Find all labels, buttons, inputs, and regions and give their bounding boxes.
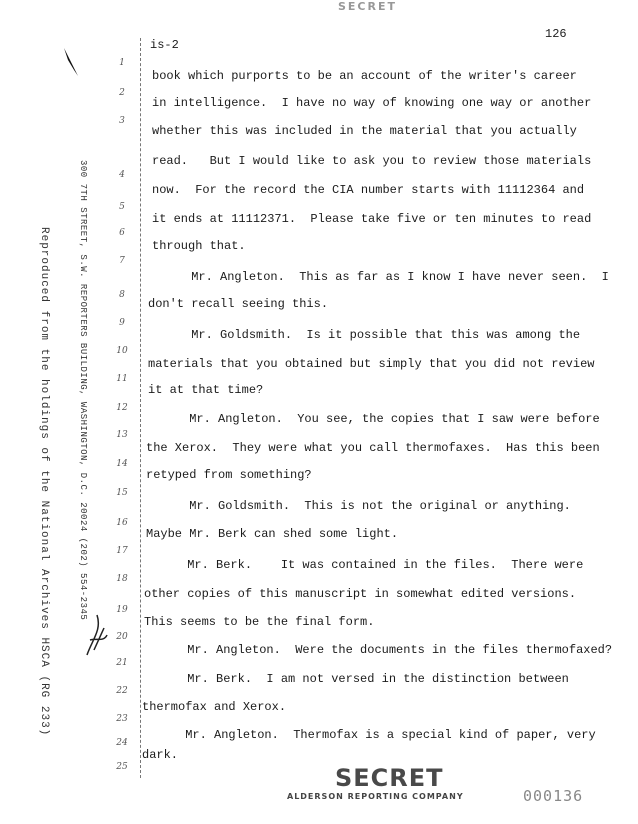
- line-number: 12: [116, 403, 128, 413]
- line-number: 20: [116, 632, 128, 642]
- margin-rule: [140, 38, 141, 778]
- line-number: 19: [116, 605, 128, 615]
- line-number: 23: [116, 714, 128, 724]
- transcript-line: Mr. Goldsmith. Is it possible that this was among the: [148, 328, 581, 342]
- transcript-line: Mr. Angleton. This as far as I know I have never seen. I: [148, 270, 609, 284]
- transcript-line: Mr. Angleton. You see, the copies that I saw were before: [146, 412, 600, 426]
- transcript-line: Mr. Berk. I am not versed in the distinction between: [144, 672, 569, 686]
- line-number: 13: [116, 430, 128, 440]
- line-number: 18: [116, 574, 128, 584]
- transcript-line: Mr. Angleton. Thermofax is a special kind of paper, very: [142, 728, 596, 742]
- transcript-line: thermofax and Xerox.: [142, 700, 287, 714]
- line-number: 7: [119, 256, 125, 266]
- page-number: 126: [545, 27, 567, 41]
- handwritten-initials-icon: [82, 610, 112, 660]
- transcript-line: whether this was included in the material that you actually: [152, 124, 577, 138]
- line-number: 8: [119, 290, 125, 300]
- transcript-line: in intelligence. I have no way of knowing one way or another: [152, 96, 592, 110]
- line-number: 4: [119, 170, 125, 180]
- transcript-line: don't recall seeing this.: [148, 297, 329, 311]
- transcript-line: Mr. Berk. It was contained in the files. There were: [144, 558, 584, 572]
- transcript-line: dark.: [142, 748, 179, 762]
- transcript-line: Maybe Mr. Berk can shed some light.: [146, 527, 399, 541]
- line-number: 25: [116, 762, 128, 772]
- line-number: 14: [116, 459, 128, 469]
- reporter-address: 300 7TH STREET, S.W. REPORTERS BUILDING, WASHINGTON, D.C. 20024 (202) 554-2345: [78, 160, 88, 621]
- transcript-line: materials that you obtained but simply that you did not review: [148, 357, 595, 371]
- line-number: 16: [116, 518, 128, 528]
- transcript-line: This seems to be the final form.: [144, 615, 375, 629]
- line-number: 10: [116, 346, 128, 356]
- line-number: 21: [116, 658, 128, 668]
- reporting-company: ALDERSON REPORTING COMPANY: [287, 792, 464, 801]
- line-number: 2: [119, 88, 125, 98]
- transcript-line: it ends at 11112371. Please take five or ten minutes to read: [152, 212, 592, 226]
- secret-stamp: SECRET: [335, 764, 444, 792]
- line-number: 22: [116, 686, 128, 696]
- transcript-line: the Xerox. They were what you call thermofaxes. Has this been: [146, 441, 600, 455]
- line-number: 17: [116, 546, 128, 556]
- transcript-line: it at that time?: [148, 383, 264, 397]
- transcript-line: Mr. Goldsmith. This is not the original or anything.: [146, 499, 571, 513]
- docket-label: is-2: [150, 38, 179, 52]
- line-number: 6: [119, 228, 125, 238]
- line-number: 15: [116, 488, 128, 498]
- transcript-line: retyped from something?: [146, 468, 312, 482]
- archive-note: Reproduced from the holdings of the National Archives HSCA (RG 233): [38, 227, 50, 737]
- line-number: 5: [119, 202, 125, 212]
- transcript-line: read. But I would like to ask you to review those materials: [152, 154, 592, 168]
- transcript-line: now. For the record the CIA number starts with 11112364 and: [152, 183, 585, 197]
- line-number: 11: [116, 374, 128, 384]
- line-number: 3: [119, 116, 125, 126]
- line-number: 9: [119, 318, 125, 328]
- line-number: 1: [119, 58, 125, 68]
- pen-mark-icon: [60, 46, 90, 86]
- transcript-line: book which purports to be an account of the writer's career: [152, 69, 577, 83]
- line-number: 24: [116, 738, 128, 748]
- header-classification-mark: SECRET: [338, 0, 397, 13]
- document-number: 000136: [523, 787, 584, 805]
- transcript-line: through that.: [152, 239, 246, 253]
- transcript-line: Mr. Angleton. Were the documents in the files thermofaxed?: [144, 643, 613, 657]
- transcript-line: other copies of this manuscript in somewhat edited versions.: [144, 587, 577, 601]
